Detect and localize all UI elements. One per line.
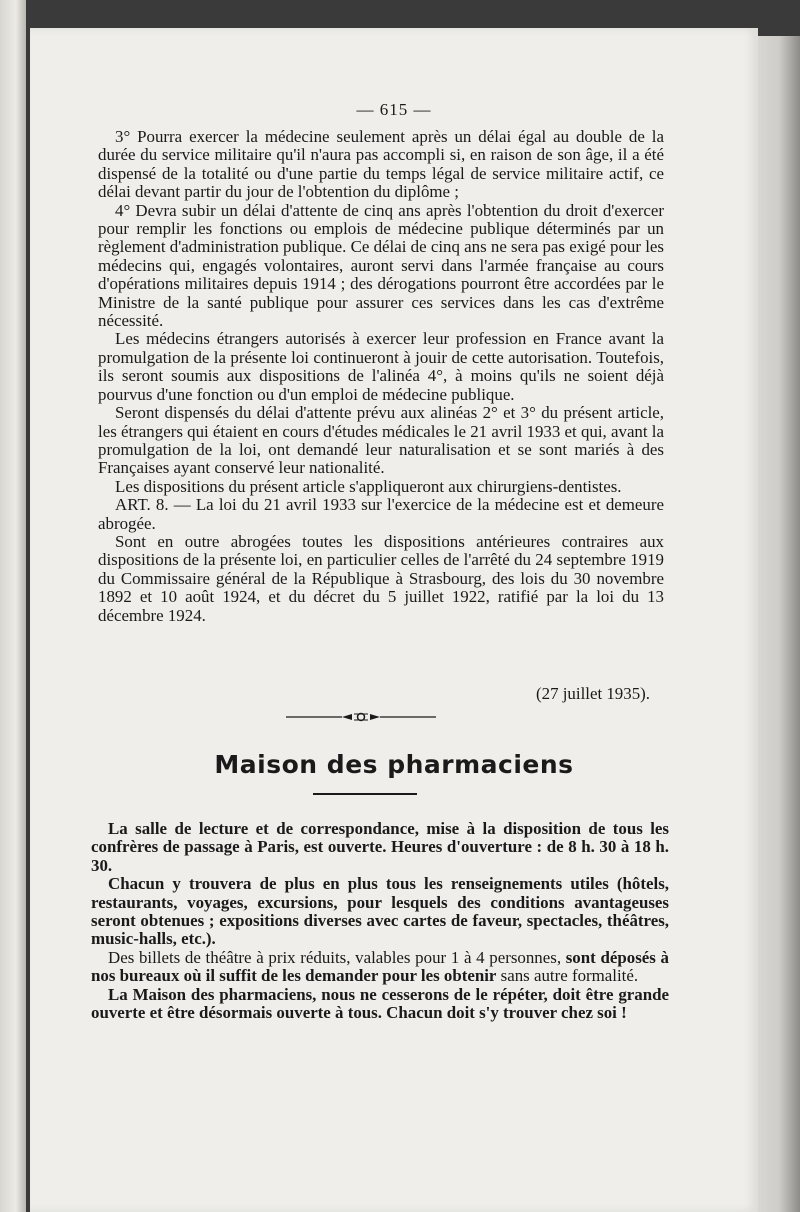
article-8: ART. 8. — La loi du 21 avril 1933 sur l'exercice de la médecine est et demeure abrogée. <box>98 495 664 533</box>
paragraph-dispensation: Seront dispensés du délai d'attente prévu aux alinéas 2° et 3° du présent article, les étrangers qui étaient en cours d'études médicales le 21 avril 1933 et qui, avant la promulgation de la loi, ont demandé leur naturalisation et se sont mariés à des Françaises ayant conservé leur nationalité. <box>98 403 664 478</box>
paragraph-abrogations: Sont en outre abrogées toutes les dispositions antérieures contraires aux dispositions de la présente loi, en particulier celles de l'arrêté du 24 septembre 1919 du Commissaire général de la République à Strasbourg, des lois du 30 novembre 1892 et 10 août 1924, et du décret du 5 juillet 1922, ratifié par la loi du 13 décembre 1924. <box>98 531 664 625</box>
title-underline <box>313 793 417 795</box>
information-paragraph: Chacun y trouvera de plus en plus tous les renseignements utiles (hôtels, restaurants, voyages, excursions, pour lesquels des conditions avantageuses seront obtenues ; expositions diverses avec cartes de faveur, spectacles, théâtres, music-halls, etc.). <box>91 874 669 949</box>
section-title: Maison des pharmaciens <box>214 750 574 779</box>
theatre-text-bold: sont déposés à nos bureaux où il suffit de les demander pour les obtenir <box>91 947 669 986</box>
theatre-tickets-paragraph <box>91 949 669 986</box>
page-number: — 615 — <box>356 100 432 119</box>
ornament-divider <box>286 710 436 724</box>
section-body <box>91 820 669 1022</box>
paragraph-3: 3° Pourra exercer la médecine seulement après un délai égal au double de la durée du service militaire qu'il n'aura pas accompli si, en raison de son âge, il a été dispensé de la totalité ou d'une partie du temps légal de service militaire actif, ce délai devant partir du jour de l'obtention du diplôme ; <box>98 127 664 202</box>
law-text <box>98 128 664 625</box>
reading-room-paragraph: La salle de lecture et de correspondance, mise à la disposition de tous les confrères de passage à Paris, est ouverte. Heures d'ouverture : de 8 h. 30 à 18 h. 30. <box>91 819 669 875</box>
theatre-text-normal: Des billets de théâtre à prix réduits, valables pour 1 à 4 personnes, <box>108 947 562 967</box>
law-date: (27 juillet 1935). <box>536 684 650 703</box>
facing-page-edge <box>0 0 26 1212</box>
document-page <box>30 28 758 1212</box>
paragraph-foreign-doctors: Les médecins étrangers autorisés à exercer leur profession en France avant la promulgation de la présente loi continueront à jouir de cette autorisation. Toutefois, ils seront soumis aux dispositions de l'alinéa 4°, à moins qu'ils ne soient déjà pourvus d'une fonction ou d'un emploi de médecine publique. <box>98 329 664 404</box>
page-stack-edge <box>758 36 800 1212</box>
paragraph-4: 4° Devra subir un délai d'attente de cinq ans après l'obtention du droit d'exercer pour remplir les fonctions ou emplois de médecine publique déterminés par un règlement d'administration publique. Ce délai de cinq ans ne sera pas exigé pour les médecins qui, engagés volontaires, auront servi dans l'armée française au cours d'opérations militaires depuis 1914 ; des dérogations pourront être accordées par le Ministre de la santé publique pour assurer ces services dans les cas d'extrême nécessité. <box>98 200 664 331</box>
paragraph-dentists: Les dispositions du présent article s'appliqueront aux chirurgiens-dentistes. <box>115 476 622 496</box>
theatre-text-tail: sans autre formalité. <box>500 966 639 986</box>
closing-paragraph: La Maison des pharmaciens, nous ne cesserons de le répéter, doit être grande ouverte et être désormais ouverte à tous. Chacun doit s'y trouver chez soi ! <box>91 984 669 1023</box>
